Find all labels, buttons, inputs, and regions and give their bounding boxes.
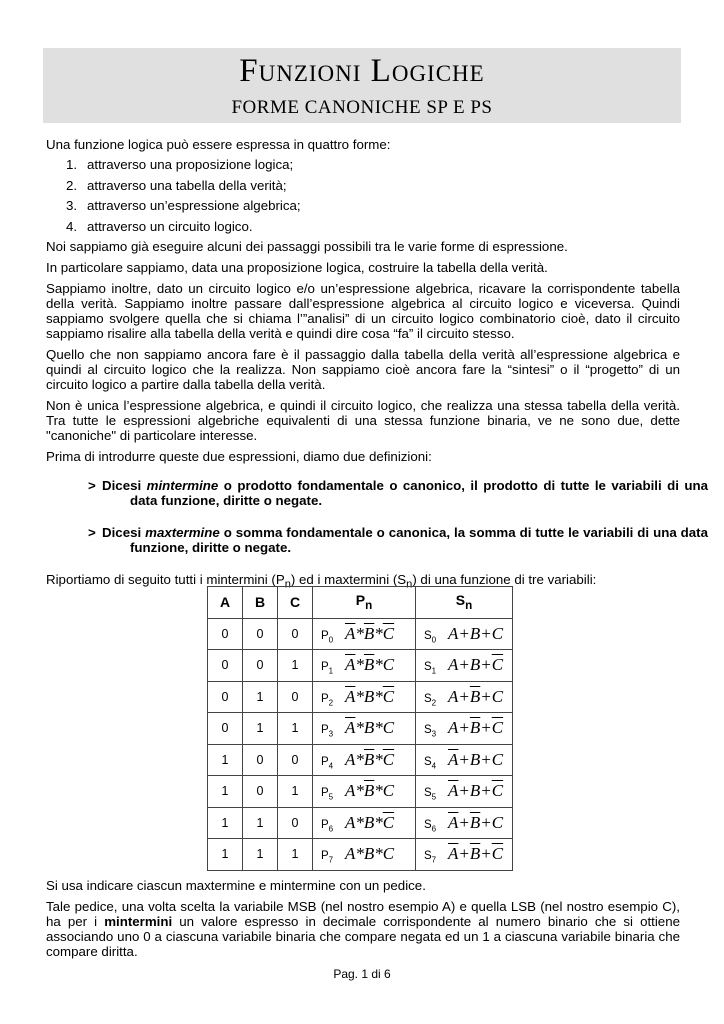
table-header-row: A B C $P_n$ $S_n$	[208, 587, 513, 619]
cell-b: 0	[243, 618, 278, 650]
cell-b: 1	[243, 713, 278, 745]
paragraph: In particolare sappiamo, data una proposizione logica, costruire la tabella della verità.	[46, 260, 548, 275]
paragraph: Si usa indicare ciascun maxtermine e mintermine con un pedice.	[46, 878, 426, 893]
after-table-text	[46, 878, 680, 965]
cell-b: 1	[243, 839, 278, 871]
cell-a: 1	[208, 839, 243, 871]
intro-paragraph: Una funzione logica può essere espressa in quattro forme:	[46, 137, 391, 152]
cell-b: 0	[243, 650, 278, 682]
body-text	[46, 137, 709, 599]
cell-a: 0	[208, 650, 243, 682]
cell-maxterm: $S_7$ $\overline{A}+\overline{B}+\overline{C}$	[416, 839, 513, 871]
arrow-bullet-icon: >	[88, 478, 96, 493]
paragraph: Tale pedice, una volta scelta la variabile MSB (nel nostro esempio A) e quella LSB (nel nostro esempio C), ha per i mintermini un valore espresso in decimale corrispondente al numero binario che si ottiene associando uno 0 a ciascuna variabile binaria che compare negata ed un 1 a ciascuna variabile binaria che compare diritta.	[46, 899, 680, 959]
cell-minterm: $P_2$ $\overline{A}*B*\overline{C}$	[313, 681, 416, 713]
cell-minterm: $P_5$ $A*\overline{B}*C$	[313, 776, 416, 808]
cell-maxterm: $S_3$ $A+\overline{B}+\overline{C}$	[416, 713, 513, 745]
table-intro: Riportiamo di seguito tutti i mintermini $(P_n)$ ed i maxtermini $(S_n)$ di una funzione di tre variabili:	[46, 572, 597, 591]
cell-c: 1	[278, 839, 313, 871]
definition-mintermine: > Dicesi mintermine o prodotto fondamentale o canonico, il prodotto di tutte le variabili di una data funzione, diritte o negate.	[88, 478, 709, 508]
list-item: 3. attraverso un’espressione algebrica;	[66, 198, 301, 213]
page-number: Pag. 1 di 6	[333, 967, 391, 981]
list-item: 4. attraverso un circuito logico.	[66, 218, 253, 234]
cell-maxterm: $S_6$ $\overline{A}+\overline{B}+C$	[416, 807, 513, 839]
cell-c: 0	[278, 807, 313, 839]
title-banner	[43, 48, 681, 123]
cell-maxterm: $S_0$ A+B+C	[416, 618, 513, 650]
cell-b: 0	[243, 744, 278, 776]
minterm-maxterm-table	[207, 586, 513, 871]
paragraph: Non è unica l’espressione algebrica, e quindi il circuito logico, che realizza una stessa tabella della verità. Tra tutte le espressioni algebriche equivalenti di una stessa funzione binaria, ve ne sono due, dette "canoniche" di particolare interesse.	[46, 398, 680, 443]
table-row	[208, 618, 513, 650]
page-title: Funzioni Logiche	[239, 53, 485, 89]
table-row	[208, 713, 513, 745]
table-row	[208, 744, 513, 776]
cell-minterm: $P_0$ $\overline{A}*\overline{B}*\overline{C}$	[313, 618, 416, 650]
cell-minterm: $P_4$ $A*\overline{B}*\overline{C}$	[313, 744, 416, 776]
cell-minterm: $P_6$ $A*B*\overline{C}$	[313, 807, 416, 839]
cell-a: 0	[208, 618, 243, 650]
paragraph: Noi sappiamo già eseguire alcuni dei passaggi possibili tra le varie forme di espressione.	[46, 239, 568, 254]
cell-minterm: $P_3$ $\overline{A}*B*C$	[313, 713, 416, 745]
cell-b: 1	[243, 681, 278, 713]
paragraph: Quello che non sappiamo ancora fare è il passaggio dalla tabella della verità all’espressione algebrica e quindi al circuito logico che la realizza. Non sappiamo cioè ancora fare la “sintesi” o il “progetto” di un circuito logico a partire dalla tabella della verità.	[46, 347, 680, 392]
cell-b: 1	[243, 807, 278, 839]
cell-a: 0	[208, 681, 243, 713]
cell-maxterm: $S_1$ $A+B+\overline{C}$	[416, 650, 513, 682]
cell-a: 0	[208, 713, 243, 745]
cell-b: 0	[243, 776, 278, 808]
cell-maxterm: $S_2$ $A+\overline{B}+C$	[416, 681, 513, 713]
list-item: 1. attraverso una proposizione logica;	[66, 157, 294, 172]
cell-c: 1	[278, 650, 313, 682]
table-row	[208, 807, 513, 839]
cell-c: 0	[278, 681, 313, 713]
table-row	[208, 681, 513, 713]
cell-c: 0	[278, 744, 313, 776]
arrow-bullet-icon: >	[88, 525, 96, 540]
list-item: 2. attraverso una tabella della verità;	[66, 177, 287, 193]
cell-c: 0	[278, 618, 313, 650]
cell-a: 1	[208, 776, 243, 808]
cell-maxterm: $S_4$ $\overline{A}+B+C$	[416, 744, 513, 776]
cell-minterm: $P_1$ $\overline{A}*\overline{B}*C$	[313, 650, 416, 682]
paragraph: Sappiamo inoltre, dato un circuito logico e/o un’espressione algebrica, ricavare la corrispondente tabella della verità. Sappiamo inoltre passare dall’espressione algebrica al circuito logico e viceversa. Quindi sappiamo svolgere quella che si chiama l’”analisi” di un circuito logico combinatorio cioè, dato il circuito sappiamo risalire alla tabella della verità e quindi dire cosa “fa” il circuito stesso.	[46, 281, 680, 341]
definition-maxtermine: > Dicesi maxtermine o somma fondamentale o canonica, la somma di tutte le variabili di una data funzione, diritte o negate.	[88, 525, 708, 555]
cell-minterm: $P_7$ A*B*C	[313, 839, 416, 871]
table-row	[208, 839, 513, 871]
cell-maxterm: $S_5$ $\overline{A}+B+\overline{C}$	[416, 776, 513, 808]
cell-c: 1	[278, 713, 313, 745]
table-row	[208, 650, 513, 682]
paragraph: Prima di introdurre queste due espressioni, diamo due definizioni:	[46, 449, 432, 464]
forms-list	[46, 157, 680, 234]
cell-a: 1	[208, 807, 243, 839]
page-subtitle: FORME CANONICHE SP E PS	[231, 97, 493, 118]
cell-a: 1	[208, 744, 243, 776]
table-row	[208, 776, 513, 808]
cell-c: 1	[278, 776, 313, 808]
